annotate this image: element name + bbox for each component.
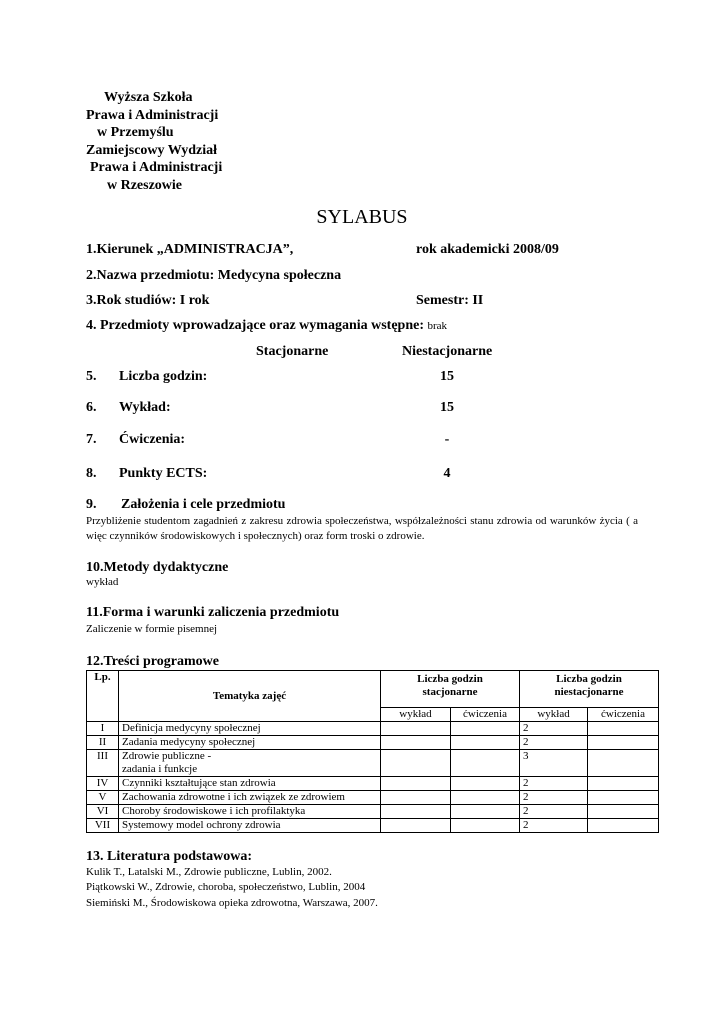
field-of-study: 1.Kierunek „ADMINISTRACJA”, <box>86 242 294 257</box>
school-line: Wyższa Szkoła <box>104 90 193 105</box>
col-lp-header: Lp. <box>87 671 119 722</box>
row-pt-exercise <box>588 805 659 819</box>
table-row <box>87 805 659 819</box>
row-ft-exercise <box>451 750 520 777</box>
school-line: w Przemyślu <box>97 125 174 140</box>
item-value: - <box>444 432 450 447</box>
table-row <box>87 777 659 791</box>
row-ft-lecture <box>381 736 451 750</box>
row-pt-lecture: 2 <box>520 736 588 750</box>
prerequisites <box>86 318 447 334</box>
study-year: 3.Rok studiów: I rok <box>86 293 210 308</box>
subject-name: 2.Nazwa przedmiotu: Medycyna społeczna <box>86 268 342 283</box>
row-topic: Definicja medycyny społecznej <box>119 722 381 736</box>
item-label: Wykład: <box>119 400 171 415</box>
page-title: SYLABUS <box>316 206 408 228</box>
item-label: Liczba godzin: <box>119 369 208 384</box>
item-value: 15 <box>440 400 454 415</box>
item-number: 5. <box>86 369 97 384</box>
literature-item: Siemiński M., Środowiskowa opieka zdrowotna, Warszawa, 2007. <box>86 897 378 909</box>
goals-heading: Założenia i cele przedmiotu <box>121 497 286 512</box>
item-value: 15 <box>440 369 454 384</box>
table-header-row <box>87 671 659 708</box>
sub-exercise-header: ćwiczenia <box>451 708 520 722</box>
row-lp: V <box>87 791 119 805</box>
row-lp: VII <box>87 819 119 833</box>
col-topic-header: Tematyka zajęć <box>119 671 381 722</box>
school-line: Prawa i Administracji <box>90 160 223 175</box>
row-ft-exercise <box>451 791 520 805</box>
row-lp: I <box>87 722 119 736</box>
row-pt-exercise <box>588 722 659 736</box>
row-ft-lecture <box>381 805 451 819</box>
item-label: Punkty ECTS: <box>119 466 208 481</box>
row-ft-lecture <box>381 819 451 833</box>
item-number: 8. <box>86 466 97 481</box>
table-row <box>87 736 659 750</box>
row-pt-exercise <box>588 777 659 791</box>
table-row <box>87 819 659 833</box>
table-row <box>87 722 659 736</box>
prerequisites-value: brak <box>427 320 448 332</box>
item-label: Ćwiczenia: <box>119 432 186 447</box>
row-pt-exercise <box>588 819 659 833</box>
row-lp: III <box>87 750 119 777</box>
school-line: Zamiejscowy Wydział <box>86 142 218 158</box>
row-ft-lecture <box>381 777 451 791</box>
program-heading: 12.Treści programowe <box>86 654 219 669</box>
row-pt-lecture: 2 <box>520 722 588 736</box>
row-ft-exercise <box>451 722 520 736</box>
item-number: 6. <box>86 400 97 415</box>
goals-text: Przybliżenie studentom zagadnień z zakresu zdrowia społeczeństwa, współzależności stanu zdrowia od warunków życia ( a więc czynników środowiskowych i społecznych) oraz form troski o zdrowie. <box>86 515 638 542</box>
row-ft-lecture <box>381 750 451 777</box>
row-ft-exercise <box>451 777 520 791</box>
row-ft-exercise <box>451 805 520 819</box>
row-pt-lecture: 2 <box>520 777 588 791</box>
row-topic: Zadania medycyny społecznej <box>119 736 381 750</box>
row-ft-exercise <box>451 819 520 833</box>
literature-heading: 13. Literatura podstawowa: <box>86 849 253 864</box>
row-topic: Systemowy model ochrony zdrowia <box>119 819 381 833</box>
literature-item: Kulik T., Latalski M., Zdrowie publiczne, Lublin, 2002. <box>86 866 332 878</box>
row-pt-lecture: 2 <box>520 805 588 819</box>
mode-full-time: Stacjonarne <box>256 344 329 359</box>
sub-lecture-header: wykład <box>381 708 451 722</box>
methods-heading: 10.Metody dydaktyczne <box>86 560 229 575</box>
item-number: 7. <box>86 432 97 447</box>
row-topic: Czynniki kształtujące stan zdrowia <box>119 777 381 791</box>
assessment-heading: 11.Forma i warunki zaliczenia przedmiotu <box>86 605 340 620</box>
row-lp: VI <box>87 805 119 819</box>
row-pt-exercise <box>588 791 659 805</box>
row-topic: Zdrowie publiczne - zadania i funkcje <box>119 750 381 777</box>
col-full-time-header: Liczba godzin stacjonarne <box>381 671 520 708</box>
row-pt-exercise <box>588 736 659 750</box>
sub-lecture-header: wykład <box>520 708 588 722</box>
row-pt-lecture: 2 <box>520 819 588 833</box>
table-row <box>87 791 659 805</box>
row-pt-lecture: 2 <box>520 791 588 805</box>
assessment-text: Zaliczenie w formie pisemnej <box>86 623 218 635</box>
methods-text: wykład <box>86 576 119 588</box>
school-header <box>86 89 222 194</box>
semester: Semestr: II <box>416 293 484 308</box>
row-lp: II <box>87 736 119 750</box>
row-topic: Choroby środowiskowe i ich profilaktyka <box>119 805 381 819</box>
row-lp: IV <box>87 777 119 791</box>
row-ft-exercise <box>451 736 520 750</box>
school-line: w Rzeszowie <box>107 177 183 193</box>
item-value: 4 <box>443 466 451 481</box>
goals-number: 9. <box>86 497 97 512</box>
row-pt-exercise <box>588 750 659 777</box>
row-ft-lecture <box>381 791 451 805</box>
prerequisites-label: 4. Przedmioty wprowadzające oraz wymagania wstępne: <box>86 318 425 333</box>
school-line: Prawa i Administracji <box>86 107 219 123</box>
sub-exercise-header: ćwiczenia <box>588 708 659 722</box>
col-part-time-header: Liczba godzin niestacjonarne <box>520 671 659 708</box>
program-table <box>86 670 659 833</box>
mode-part-time: Niestacjonarne <box>402 344 493 359</box>
row-pt-lecture: 3 <box>520 750 588 777</box>
table-row <box>87 750 659 777</box>
literature-item: Piątkowski W., Zdrowie, choroba, społeczeństwo, Lublin, 2004 <box>86 881 366 893</box>
row-topic: Zachowania zdrowotne i ich związek ze zdrowiem <box>119 791 381 805</box>
row-ft-lecture <box>381 722 451 736</box>
academic-year: rok akademicki 2008/09 <box>416 242 559 257</box>
